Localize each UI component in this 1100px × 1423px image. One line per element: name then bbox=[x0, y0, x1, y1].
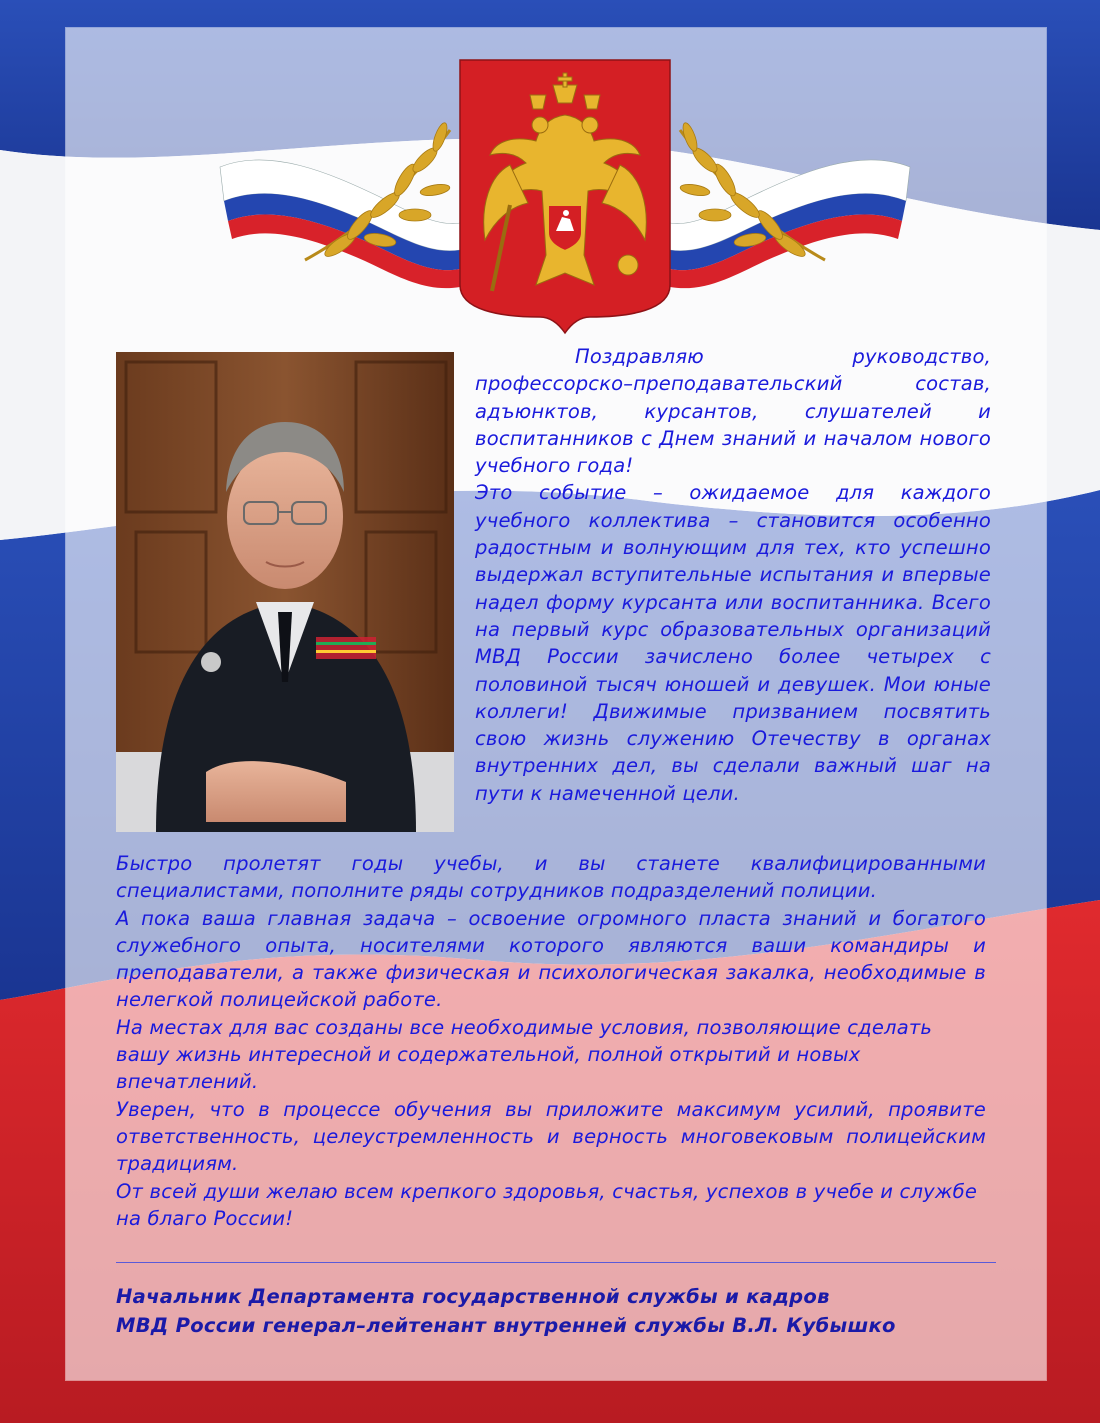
paragraph-greeting: Поздравляю руководство, профессорско–преподавательский состав, адъюнктов, курсантов, слушателей и воспитанников с Днем знаний и началом нового учебного года! bbox=[475, 345, 991, 478]
double-headed-eagle-coat-of-arms-icon bbox=[460, 60, 670, 333]
official-portrait-photo bbox=[116, 352, 454, 832]
paragraph-conditions: На местах для вас созданы все необходимые условия, позволяющие сделать вашу жизнь интересной и содержательной, полной открытий и новых впечатлений. bbox=[116, 1015, 933, 1094]
tricolor-ribbon-icon-left bbox=[220, 160, 460, 288]
emblem-header bbox=[210, 55, 920, 335]
signature-block bbox=[116, 1282, 996, 1340]
paragraph-wishes: От всей души желаю всем крепкого здоровья, счастья, успехов в учебе и службе на благо России! bbox=[116, 1179, 978, 1230]
paragraph-years: Быстро пролетят годы учебы, и вы станете квалифицированными специалистами, пополните ряды сотрудников подразделений полиции. bbox=[116, 852, 986, 903]
paragraph-event: Это событие – ожидаемое для каждого учебного коллектива – становится особенно радостным и волнующим для тех, кто успешно выдержал вступительные испытания и впервые надел форму курсанта или воспитанника. Всего на первый курс образовательных организаций МВД России зачислено более четырех с половиной тысяч юношей и девушек. Мои юные коллеги! Движимые призванием посвятить свою жизнь служению Отечеству в органах внутренних дел, вы сделали важный шаг на пути к намеченной цели. bbox=[475, 481, 991, 805]
signature-line-position: Начальник Департамента государственной службы и кадров bbox=[116, 1285, 830, 1308]
paragraph-task: А пока ваша главная задача – освоение огромного пласта знаний и богатого служебного опыта, носителями которого являются ваши командиры и преподаватели, а также физическая и психологическая закалка, необходимые в нелегкой полицейской работе. bbox=[116, 906, 986, 1012]
letter-text-top bbox=[475, 343, 991, 807]
signature-line-name: МВД России генерал–лейтенант внутренней службы В.Л. Кубышко bbox=[116, 1314, 896, 1337]
letter-text-bottom bbox=[116, 850, 986, 1232]
signature-divider bbox=[116, 1262, 996, 1263]
tricolor-ribbon-icon-right bbox=[670, 160, 910, 288]
paragraph-confidence: Уверен, что в процессе обучения вы приложите максимум усилий, проявите ответственность, целеустремленность и верность многовековым полицейским традициям. bbox=[116, 1097, 986, 1176]
